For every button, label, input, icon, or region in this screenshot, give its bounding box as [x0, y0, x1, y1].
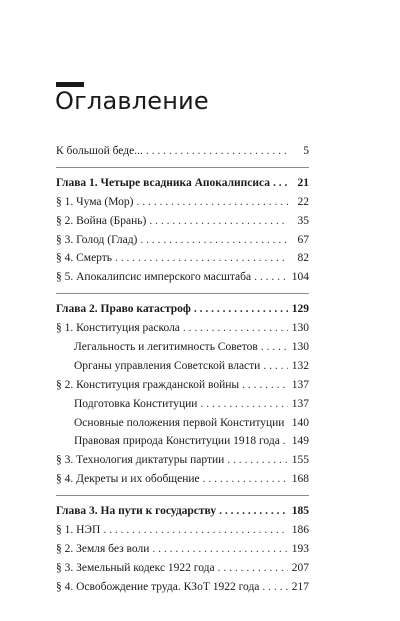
toc-entry-label: § 1. Конституция раскола [56, 322, 180, 335]
toc-page-number: 137 [291, 397, 309, 410]
toc-subsection-row [56, 414, 309, 433]
toc-entry-label: Глава 1. Четыре всадника Апокалипсиса [56, 176, 271, 189]
dot-leader [219, 502, 288, 521]
toc-row [56, 470, 309, 489]
toc-row [56, 376, 309, 395]
toc-page-number: 132 [291, 359, 309, 372]
toc-page-number: 168 [291, 473, 309, 486]
toc-page-number: 155 [291, 454, 309, 467]
toc-page-number: 129 [291, 303, 309, 316]
toc-entry-label: § 4. Смерть [56, 252, 113, 265]
toc-entry-label: Подготовка Конституции [74, 397, 198, 410]
dot-leader [203, 470, 288, 489]
toc-page-number: 149 [291, 435, 309, 448]
toc-entry-label: § 5. Апокалипсис имперского масштаба [56, 271, 252, 284]
dot-leader [287, 414, 288, 433]
toc-page-number: 35 [297, 214, 309, 227]
toc-subsection-row [56, 357, 309, 376]
toc-chapter-row [56, 300, 309, 319]
toc-row [56, 193, 309, 212]
toc-entry-label: Основные положения первой Конституции [74, 416, 285, 429]
dot-leader [283, 432, 288, 451]
toc-entry-label: § 2. Война (Брань) [56, 214, 147, 227]
dot-leader [115, 249, 288, 268]
toc-section [56, 502, 309, 596]
toc-entry-label: К большой беде... [56, 145, 143, 157]
toc-entry-label: Легальность и легитимность Советов [74, 341, 258, 354]
toc-entry-label: § 1. Чума (Мор) [56, 195, 134, 208]
toc-subsection-row [56, 432, 309, 451]
toc-page-number: 21 [297, 176, 309, 189]
toc-entry-label: § 3. Технология диктатуры партии [56, 454, 225, 467]
toc-page-number: 193 [291, 542, 309, 555]
dot-leader [261, 338, 288, 357]
toc-page-number: 207 [291, 561, 309, 574]
toc-section [56, 174, 309, 287]
dot-leader [149, 212, 288, 231]
dot-leader [183, 319, 288, 338]
dot-leader [254, 268, 288, 287]
toc-entry-label: § 2. Земля без воли [56, 542, 150, 555]
toc-page-number: 22 [297, 195, 309, 208]
toc-section [56, 300, 309, 489]
toc-entry-label: Правовая природа Конституции 1918 года [74, 435, 280, 448]
toc-page-number: 217 [291, 580, 309, 593]
toc-row [56, 559, 309, 578]
dot-leader [136, 193, 288, 212]
toc-page-number: 137 [291, 378, 309, 391]
toc-entry-label: § 4. Освобождение труда. КЗоТ 1922 года [56, 580, 260, 593]
toc-row [56, 578, 309, 597]
toc-page-number: 67 [297, 233, 309, 246]
toc-row [56, 268, 309, 287]
section-divider [56, 167, 309, 168]
toc-page-number: 104 [291, 271, 309, 284]
page-title: Оглавление [55, 87, 209, 115]
dot-leader [140, 231, 288, 250]
toc-row [56, 319, 309, 338]
toc-row [56, 212, 309, 231]
toc-row [56, 540, 309, 559]
toc-page-number: 130 [291, 341, 309, 354]
toc-entry-label: § 2. Конституция гражданской войны [56, 378, 240, 391]
toc-page-number: 5 [303, 145, 309, 157]
dot-leader [152, 540, 288, 559]
toc-subsection-row [56, 395, 309, 414]
toc-row [56, 249, 309, 268]
toc-entry-label: § 3. Земельный кодекс 1922 года [56, 561, 215, 574]
toc-row [56, 451, 309, 470]
toc-entry-label: § 1. НЭП [56, 524, 101, 537]
dot-leader [262, 578, 288, 597]
section-divider [56, 293, 309, 294]
toc-page-number: 130 [291, 322, 309, 335]
toc-page-number: 186 [291, 524, 309, 537]
toc-entry-label: § 4. Декреты и их обобщение [56, 473, 200, 486]
toc-row [56, 521, 309, 540]
toc-page-number: 140 [291, 416, 309, 429]
toc-page-number: 82 [297, 252, 309, 265]
toc-row [56, 231, 309, 250]
dot-leader [227, 451, 288, 470]
toc-entry-label: Глава 3. На пути к государству [56, 505, 217, 518]
toc-entry-label: § 3. Голод (Глад) [56, 233, 138, 246]
dot-leader [263, 357, 288, 376]
toc-entry-label: Глава 2. Право катастроф [56, 303, 191, 316]
table-of-contents [56, 142, 309, 597]
dot-leader [273, 174, 288, 193]
toc-page-number: 185 [291, 505, 309, 518]
dot-leader [146, 142, 288, 161]
dot-leader [242, 376, 288, 395]
toc-chapter-row [56, 174, 309, 193]
toc-chapter-row [56, 502, 309, 521]
dot-leader [103, 521, 288, 540]
toc-subsection-row [56, 338, 309, 357]
toc-row [56, 142, 309, 161]
section-divider [56, 495, 309, 496]
toc-entry-label: Органы управления Советской власти [74, 359, 261, 372]
dot-leader [194, 300, 288, 319]
dot-leader [200, 395, 288, 414]
dot-leader [218, 559, 288, 578]
toc-section [56, 142, 309, 161]
